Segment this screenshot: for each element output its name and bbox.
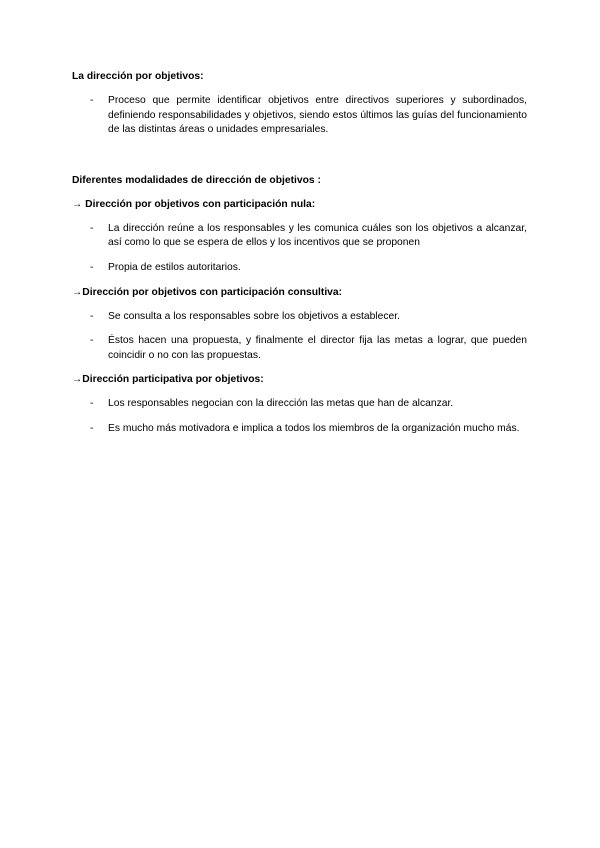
list-item-text: Proceso que permite identificar objetivos entre directivos superiores y subordinados, definiendo responsabilidades y objetivos, siendo estos últimos las guías del funcionamiento de las distintas áreas o unidades empresariales. (108, 95, 527, 136)
list-item-text: Se consulta a los responsables sobre los objetivos a establecer. (108, 310, 400, 322)
bullet-dash: - (90, 398, 94, 410)
mode-heading-participacion-nula (72, 198, 527, 212)
list-item (72, 422, 527, 437)
bullet-dash: - (90, 261, 94, 273)
mode-list-participacion-consultiva (72, 310, 527, 364)
bullet-dash: - (90, 310, 94, 322)
list-item-text: Éstos hacen una propuesta, y finalmente el director fija las metas a lograr, que pueden coincidir o no con las propuestas. (108, 335, 527, 361)
mode-title: Dirección participativa por objetivos: (82, 374, 264, 386)
list-item (72, 397, 527, 412)
bullet-dash: - (90, 335, 94, 347)
section-heading-modalidades: Diferentes modalidades de dirección de objetivos : (72, 174, 321, 186)
mode-list-participacion-nula (72, 222, 527, 276)
list-item (72, 222, 527, 251)
document-content (72, 70, 527, 447)
list-item (72, 261, 527, 276)
list-item (72, 94, 527, 138)
bullet-dash: - (90, 95, 94, 106)
mode-list-participativa (72, 397, 527, 436)
list-item-text: La dirección reúne a los responsables y les comunica cuáles son los objetivos a alcanzar, así como lo que se espera de ellos y los incentivos que se proponen (108, 222, 527, 249)
mode-title: Dirección por objetivos con participación nula: (82, 198, 316, 210)
mode-heading-participacion-consultiva (72, 286, 527, 300)
definition-list (72, 94, 527, 138)
arrow-icon: → (72, 198, 83, 210)
list-item-text: Los responsables negocian con la dirección las metas que han de alcanzar. (108, 398, 454, 410)
section-spacer (72, 148, 527, 174)
list-item-text: Es mucho más motivadora e implica a todos los miembros de la organización mucho más. (108, 422, 520, 434)
list-item (72, 310, 527, 325)
arrow-icon: → (72, 286, 83, 298)
list-item-text: Propia de estilos autoritarios. (108, 261, 241, 273)
list-item (72, 334, 527, 363)
mode-heading-participativa (72, 373, 527, 387)
mode-title: Dirección por objetivos con participación consultiva: (82, 286, 343, 298)
bullet-dash: - (90, 422, 94, 434)
arrow-icon: → (72, 374, 83, 386)
bullet-dash: - (90, 222, 94, 234)
section-heading-direccion-por-objetivos: La dirección por objetivos: (72, 71, 204, 82)
